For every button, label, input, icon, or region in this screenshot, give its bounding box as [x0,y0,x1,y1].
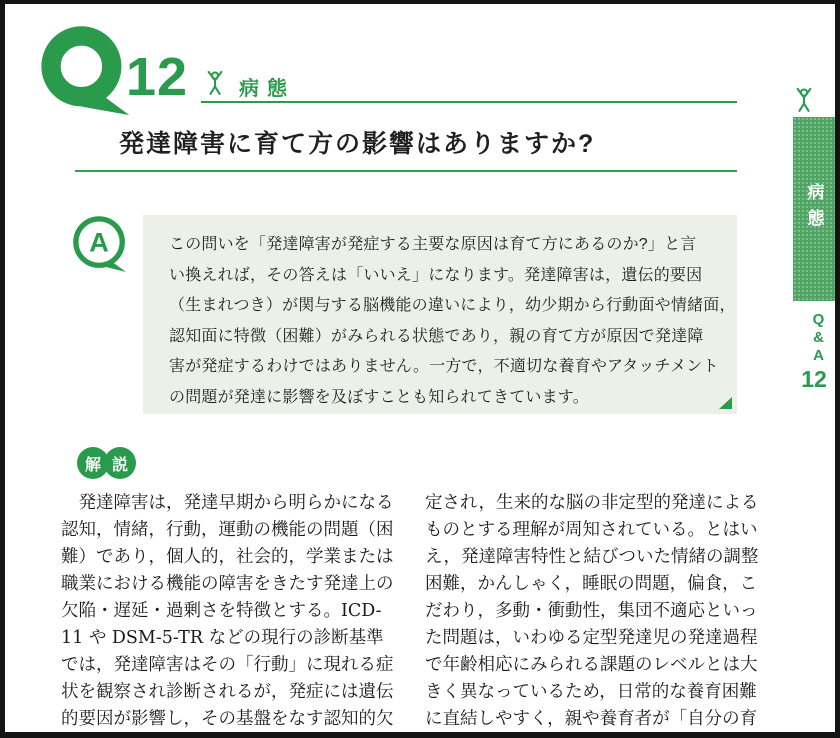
body-line: 状を観察され診断されるが，発症には遺伝 [61,682,394,702]
category-tab [793,117,835,301]
body-line: ものとする理解が周知されている。とはい [425,520,758,540]
body-line: に直結しやすく，親や養育者が「自分の育 [425,709,758,729]
body-line: 欠陥・遅延・過剰さを特徴とする。ICD- [61,601,382,621]
person-cheering-icon [204,68,226,96]
answer-line: （生まれつき）が関与する脳機能の違いにより，幼少期から行動面や情緒面， [169,297,736,314]
q-speech-bubble-icon [40,24,132,116]
body-line: では，発達障害はその「行動」に現れる症 [61,655,394,675]
corner-triangle-icon [719,397,732,409]
explanation-badge [77,447,136,479]
body-line: きく異なっているため，日常的な養育困難 [425,682,757,702]
answer-line: の問題が発達に影響を及ぼすことも知られてきています。 [169,388,589,406]
answer-line: い換えれば，その答えは「いいえ」になります。発達障害は，遺伝的要因 [169,266,703,284]
answer-box [143,215,737,414]
body-line: 的要因が影響し，その基盤をなす認知的欠 [61,709,394,729]
body-line: 難）であり，個人的，社会的，学業または [61,547,394,567]
body-column-right [425,490,763,732]
category-label: 病態 [239,78,295,100]
body-line: 定され，生来的な脳の非定型的発達による [425,493,759,513]
category-underline [201,101,737,103]
category-tab-label: 病態 [804,183,824,235]
body-line: え，発達障害特性と結びついた情緒の調整 [425,547,759,567]
qa-label: Q&A [810,311,827,365]
person-cheering-icon [793,84,815,114]
badge-circle: 説 [104,447,136,479]
a-speech-bubble-icon [72,215,130,273]
answer-line: 認知面に特徴（困難）がみられる状態であり，親の育て方が原因で発達障 [169,327,704,345]
body-line: 11 や DSM-5-TR などの現行の診断基準 [61,628,384,648]
badge-circle: 解 [77,447,109,479]
body-line: た問題は，いわゆる定型発達児の発達過程 [425,628,758,648]
body-line: 発達障害は，発達早期から明らかになる [61,493,394,513]
question-title: 発達障害に育て方の影響はありますか? [119,130,596,158]
qa-number: 12 [801,366,827,392]
body-line: 認知，情緒，行動，運動の機能の問題（困 [61,520,394,540]
title-underline [75,170,737,172]
body-line: 職業における機能の障害をきたす発達上の [61,574,394,594]
body-line: で年齢相応にみられる課題のレベルとは大 [425,655,758,675]
book-page [5,4,835,732]
answer-line: 害が発症するわけではありません。一方で，不適切な養育やアタッチメント [169,358,719,375]
body-line: だわり，多動・衝動性，集団不適応といっ [425,601,758,621]
answer-letter: A [89,227,109,258]
question-number: 12 [126,47,189,107]
body-line: 困難，かんしゃく，睡眠の問題，偏食，こ [425,574,758,594]
answer-line: この問いを「発達障害が発症する主要な原因は育て方にあるのか?」と言 [169,236,697,253]
body-column-left [61,490,399,732]
